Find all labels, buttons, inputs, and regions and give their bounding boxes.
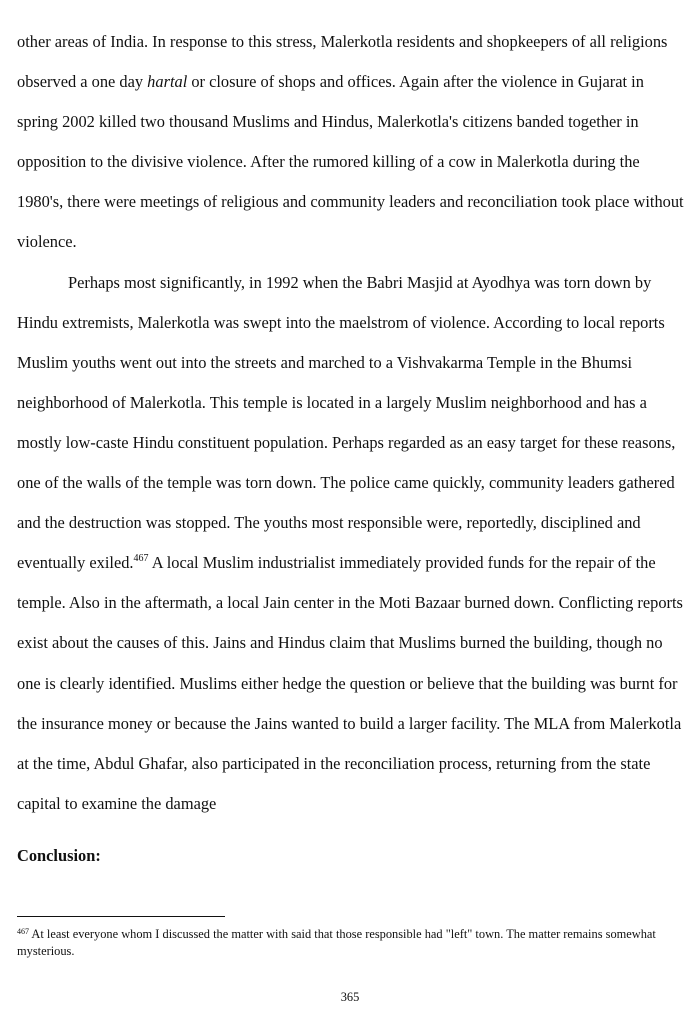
footnote-reference[interactable]: 467	[133, 553, 149, 565]
paragraph-2-text-end: A local Muslim industrialist immediately provided funds for the repair of the temple. Also in the aftermath, a local Jain center in the Moti Bazaar burned down. Conflicting reports exist about the causes of this. Jains and Hindus claim that Muslims burned the building, though no one is clearly identified. Muslims either hedge the question or believe that the building was burnt for the insurance money or because the Jains wanted to build a larger facility. The MLA from Malerkotla at the time, Abdul Ghafar, also participated in the reconciliation process, returning from the state capital to examine the damage	[17, 553, 683, 813]
italic-term-hartal: hartal	[147, 72, 188, 92]
footnote	[17, 926, 687, 960]
paragraph-1-text-end: or closure of shops and offices. Again after the violence in Gujarat in spring 2002 killed two thousand Muslims and Hindus, Malerkotla's citizens banded together in opposition to the divisive violence. After the rumored killing of a cow in Malerkotla during the 1980's, there were meetings of religious and community leaders and reconciliation took place without violence.	[17, 72, 684, 252]
footnote-text: At least everyone whom I discussed the matter with said that those responsible had "left" town. The matter remains somewhat mysterious.	[17, 927, 656, 958]
paragraph-2	[17, 263, 687, 824]
paragraph-1-text-start: other areas of India. In response to this stress, Malerkotla residents and shopkeepers of all religions observed a one day	[17, 32, 668, 92]
section-heading: Conclusion:	[17, 846, 101, 865]
footnote-divider	[17, 916, 225, 917]
paragraph-2-text-start: Perhaps most significantly, in 1992 when the Babri Masjid at Ayodhya was torn down by Hindu extremists, Malerkotla was swept into the maelstrom of violence. According to local reports Muslim youths went out into the streets and marched to a Vishvakarma Temple in the Bhumsi neighborhood of Malerkotla. This temple is located in a largely Muslim neighborhood and has a mostly low-caste Hindu constituent population. Perhaps regarded as an easy target for these reasons, one of the walls of the temple was torn down. The police came quickly, community leaders gathered and the destruction was stopped. The youths most responsible were, reportedly, disciplined and eventually exiled.	[17, 272, 676, 573]
footnote-number: 467	[17, 927, 29, 936]
body-text	[17, 22, 687, 824]
paragraph-1	[17, 22, 687, 263]
page-number: 365	[340, 990, 360, 1004]
